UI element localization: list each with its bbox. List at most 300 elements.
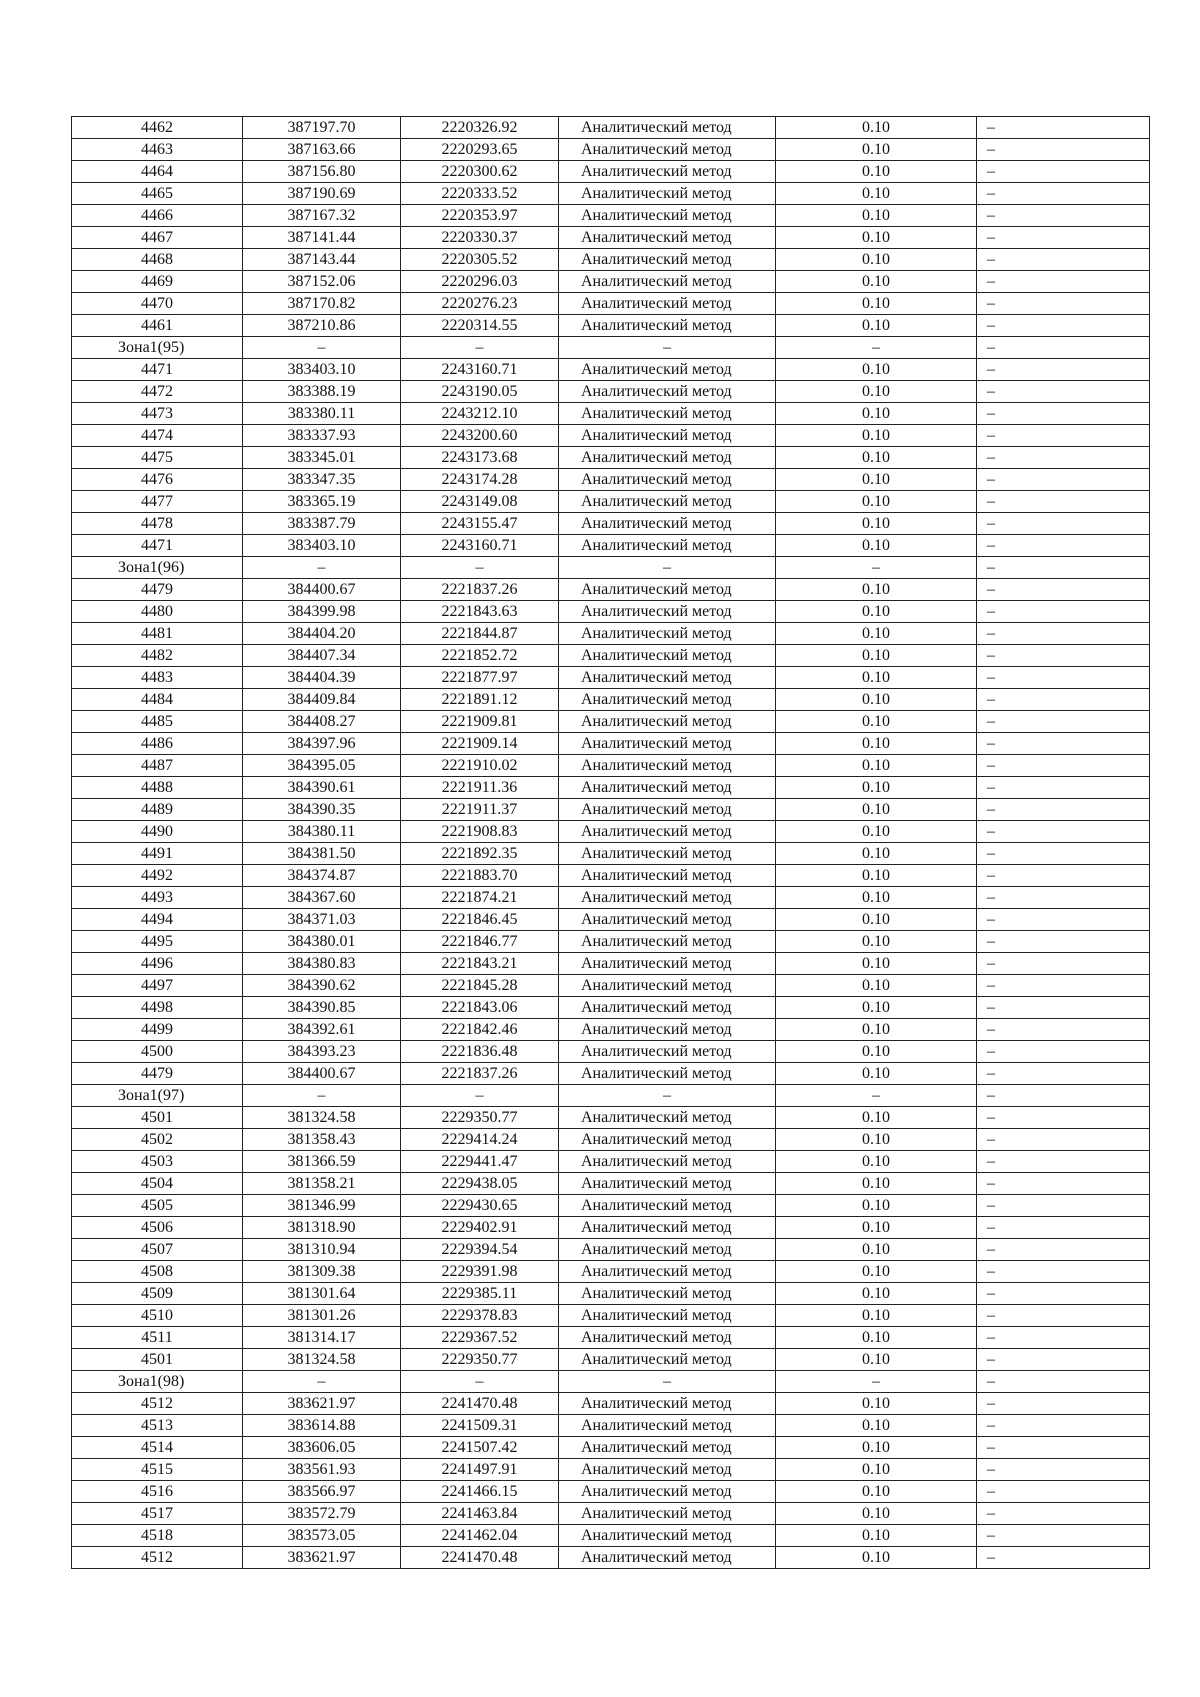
- table-row: [72, 667, 1150, 689]
- x-coordinate-cell: 387197.70: [243, 117, 401, 139]
- table-row: [72, 1129, 1150, 1151]
- table-row: [72, 1217, 1150, 1239]
- description-cell: –: [977, 117, 1150, 139]
- point-number-cell: 4514: [72, 1437, 243, 1459]
- table-row: [72, 403, 1150, 425]
- point-number-cell: 4506: [72, 1217, 243, 1239]
- point-number-cell: 4489: [72, 799, 243, 821]
- accuracy-cell: 0.10: [776, 535, 977, 557]
- x-coordinate-cell: 383403.10: [243, 535, 401, 557]
- x-coordinate-cell: 384400.67: [243, 579, 401, 601]
- table-row: [72, 821, 1150, 843]
- point-number-cell: 4477: [72, 491, 243, 513]
- method-cell: Аналитический метод: [559, 315, 776, 337]
- description-cell: –: [977, 535, 1150, 557]
- x-coordinate-cell: 384408.27: [243, 711, 401, 733]
- y-coordinate-cell: 2221891.12: [401, 689, 559, 711]
- table-row: [72, 733, 1150, 755]
- description-cell: –: [977, 1327, 1150, 1349]
- x-coordinate-cell: 383614.88: [243, 1415, 401, 1437]
- point-number-cell: 4478: [72, 513, 243, 535]
- method-cell: Аналитический метод: [559, 1063, 776, 1085]
- table-row: [72, 535, 1150, 557]
- y-coordinate-cell: 2221843.63: [401, 601, 559, 623]
- point-number-cell: 4494: [72, 909, 243, 931]
- zone-label-cell: Зона1(96): [72, 557, 243, 579]
- description-cell: –: [977, 1261, 1150, 1283]
- x-coordinate-cell: 384409.84: [243, 689, 401, 711]
- y-coordinate-cell: 2220276.23: [401, 293, 559, 315]
- point-number-cell: 4516: [72, 1481, 243, 1503]
- y-coordinate-cell: 2221909.14: [401, 733, 559, 755]
- point-number-cell: 4475: [72, 447, 243, 469]
- table-row: [72, 271, 1150, 293]
- table-row: [72, 1019, 1150, 1041]
- point-number-cell: 4511: [72, 1327, 243, 1349]
- table-row: [72, 1305, 1150, 1327]
- point-number-cell: 4465: [72, 183, 243, 205]
- point-number-cell: 4472: [72, 381, 243, 403]
- description-cell: –: [977, 1173, 1150, 1195]
- point-number-cell: 4462: [72, 117, 243, 139]
- x-coordinate-cell: –: [243, 1371, 401, 1393]
- x-coordinate-cell: 381366.59: [243, 1151, 401, 1173]
- method-cell: Аналитический метод: [559, 1327, 776, 1349]
- description-cell: –: [977, 667, 1150, 689]
- x-coordinate-cell: 384404.39: [243, 667, 401, 689]
- table-row: [72, 469, 1150, 491]
- method-cell: Аналитический метод: [559, 1239, 776, 1261]
- point-number-cell: 4466: [72, 205, 243, 227]
- y-coordinate-cell: 2229385.11: [401, 1283, 559, 1305]
- method-cell: Аналитический метод: [559, 535, 776, 557]
- point-number-cell: 4512: [72, 1393, 243, 1415]
- description-cell: –: [977, 513, 1150, 535]
- table-row: [72, 623, 1150, 645]
- table-row: [72, 865, 1150, 887]
- description-cell: –: [977, 1283, 1150, 1305]
- x-coordinate-cell: 383573.05: [243, 1525, 401, 1547]
- description-cell: –: [977, 557, 1150, 579]
- x-coordinate-cell: 384393.23: [243, 1041, 401, 1063]
- x-coordinate-cell: 381318.90: [243, 1217, 401, 1239]
- table-row: [72, 755, 1150, 777]
- method-cell: Аналитический метод: [559, 271, 776, 293]
- accuracy-cell: 0.10: [776, 711, 977, 733]
- description-cell: –: [977, 601, 1150, 623]
- point-number-cell: 4484: [72, 689, 243, 711]
- description-cell: –: [977, 997, 1150, 1019]
- x-coordinate-cell: 384380.01: [243, 931, 401, 953]
- accuracy-cell: 0.10: [776, 997, 977, 1019]
- table-row: [72, 1437, 1150, 1459]
- x-coordinate-cell: 383345.01: [243, 447, 401, 469]
- y-coordinate-cell: 2243155.47: [401, 513, 559, 535]
- y-coordinate-cell: 2241497.91: [401, 1459, 559, 1481]
- y-coordinate-cell: 2229350.77: [401, 1349, 559, 1371]
- x-coordinate-cell: 381346.99: [243, 1195, 401, 1217]
- accuracy-cell: 0.10: [776, 1481, 977, 1503]
- table-row: [72, 1261, 1150, 1283]
- accuracy-cell: 0.10: [776, 1547, 977, 1569]
- table-row: [72, 1525, 1150, 1547]
- description-cell: –: [977, 755, 1150, 777]
- method-cell: Аналитический метод: [559, 359, 776, 381]
- y-coordinate-cell: 2221844.87: [401, 623, 559, 645]
- method-cell: Аналитический метод: [559, 909, 776, 931]
- accuracy-cell: 0.10: [776, 117, 977, 139]
- y-coordinate-cell: 2229414.24: [401, 1129, 559, 1151]
- accuracy-cell: 0.10: [776, 425, 977, 447]
- method-cell: Аналитический метод: [559, 579, 776, 601]
- y-coordinate-cell: 2220353.97: [401, 205, 559, 227]
- x-coordinate-cell: 384390.35: [243, 799, 401, 821]
- method-cell: Аналитический метод: [559, 205, 776, 227]
- description-cell: –: [977, 249, 1150, 271]
- point-number-cell: 4503: [72, 1151, 243, 1173]
- y-coordinate-cell: 2241462.04: [401, 1525, 559, 1547]
- method-cell: Аналитический метод: [559, 403, 776, 425]
- x-coordinate-cell: 387143.44: [243, 249, 401, 271]
- accuracy-cell: 0.10: [776, 1239, 977, 1261]
- accuracy-cell: 0.10: [776, 469, 977, 491]
- description-cell: –: [977, 1393, 1150, 1415]
- method-cell: Аналитический метод: [559, 1217, 776, 1239]
- table-row: [72, 1195, 1150, 1217]
- description-cell: –: [977, 469, 1150, 491]
- point-number-cell: 4470: [72, 293, 243, 315]
- method-cell: –: [559, 337, 776, 359]
- table-row: [72, 183, 1150, 205]
- accuracy-cell: 0.10: [776, 183, 977, 205]
- x-coordinate-cell: 383347.35: [243, 469, 401, 491]
- y-coordinate-cell: 2220293.65: [401, 139, 559, 161]
- table-row: [72, 689, 1150, 711]
- accuracy-cell: 0.10: [776, 799, 977, 821]
- description-cell: –: [977, 1129, 1150, 1151]
- point-number-cell: 4490: [72, 821, 243, 843]
- method-cell: Аналитический метод: [559, 117, 776, 139]
- y-coordinate-cell: 2221852.72: [401, 645, 559, 667]
- x-coordinate-cell: 387167.32: [243, 205, 401, 227]
- y-coordinate-cell: 2221910.02: [401, 755, 559, 777]
- method-cell: Аналитический метод: [559, 1107, 776, 1129]
- point-number-cell: 4501: [72, 1349, 243, 1371]
- y-coordinate-cell: 2243160.71: [401, 535, 559, 557]
- x-coordinate-cell: 384390.62: [243, 975, 401, 997]
- method-cell: –: [559, 557, 776, 579]
- point-number-cell: 4485: [72, 711, 243, 733]
- method-cell: Аналитический метод: [559, 1173, 776, 1195]
- description-cell: –: [977, 1459, 1150, 1481]
- method-cell: Аналитический метод: [559, 887, 776, 909]
- x-coordinate-cell: 383365.19: [243, 491, 401, 513]
- y-coordinate-cell: 2220326.92: [401, 117, 559, 139]
- coordinates-table-body: [72, 117, 1150, 1569]
- x-coordinate-cell: 384374.87: [243, 865, 401, 887]
- accuracy-cell: 0.10: [776, 887, 977, 909]
- x-coordinate-cell: 384392.61: [243, 1019, 401, 1041]
- method-cell: –: [559, 1371, 776, 1393]
- table-row: [72, 1327, 1150, 1349]
- y-coordinate-cell: 2220330.37: [401, 227, 559, 249]
- method-cell: Аналитический метод: [559, 975, 776, 997]
- method-cell: Аналитический метод: [559, 997, 776, 1019]
- method-cell: Аналитический метод: [559, 1547, 776, 1569]
- accuracy-cell: 0.10: [776, 249, 977, 271]
- y-coordinate-cell: 2229350.77: [401, 1107, 559, 1129]
- table-row: [72, 491, 1150, 513]
- accuracy-cell: –: [776, 1085, 977, 1107]
- accuracy-cell: 0.10: [776, 359, 977, 381]
- description-cell: –: [977, 1415, 1150, 1437]
- description-cell: –: [977, 447, 1150, 469]
- x-coordinate-cell: 381358.43: [243, 1129, 401, 1151]
- table-row: [72, 799, 1150, 821]
- method-cell: Аналитический метод: [559, 931, 776, 953]
- x-coordinate-cell: 387190.69: [243, 183, 401, 205]
- point-number-cell: 4505: [72, 1195, 243, 1217]
- point-number-cell: 4464: [72, 161, 243, 183]
- x-coordinate-cell: 383621.97: [243, 1547, 401, 1569]
- description-cell: –: [977, 491, 1150, 513]
- point-number-cell: 4508: [72, 1261, 243, 1283]
- x-coordinate-cell: 381314.17: [243, 1327, 401, 1349]
- description-cell: –: [977, 865, 1150, 887]
- accuracy-cell: 0.10: [776, 1195, 977, 1217]
- y-coordinate-cell: 2229438.05: [401, 1173, 559, 1195]
- table-row: [72, 1547, 1150, 1569]
- point-number-cell: 4481: [72, 623, 243, 645]
- point-number-cell: 4510: [72, 1305, 243, 1327]
- accuracy-cell: 0.10: [776, 909, 977, 931]
- description-cell: –: [977, 645, 1150, 667]
- y-coordinate-cell: 2220333.52: [401, 183, 559, 205]
- point-number-cell: 4495: [72, 931, 243, 953]
- description-cell: –: [977, 909, 1150, 931]
- accuracy-cell: 0.10: [776, 293, 977, 315]
- description-cell: –: [977, 425, 1150, 447]
- y-coordinate-cell: 2243173.68: [401, 447, 559, 469]
- y-coordinate-cell: 2243160.71: [401, 359, 559, 381]
- accuracy-cell: 0.10: [776, 821, 977, 843]
- description-cell: –: [977, 953, 1150, 975]
- table-row: [72, 1041, 1150, 1063]
- description-cell: –: [977, 689, 1150, 711]
- description-cell: –: [977, 293, 1150, 315]
- accuracy-cell: 0.10: [776, 1107, 977, 1129]
- y-coordinate-cell: 2241507.42: [401, 1437, 559, 1459]
- accuracy-cell: 0.10: [776, 1437, 977, 1459]
- description-cell: –: [977, 931, 1150, 953]
- x-coordinate-cell: –: [243, 557, 401, 579]
- accuracy-cell: 0.10: [776, 601, 977, 623]
- y-coordinate-cell: 2229391.98: [401, 1261, 559, 1283]
- description-cell: –: [977, 359, 1150, 381]
- table-row: [72, 1283, 1150, 1305]
- accuracy-cell: 0.10: [776, 1393, 977, 1415]
- y-coordinate-cell: 2241470.48: [401, 1393, 559, 1415]
- table-row: [72, 139, 1150, 161]
- table-row: [72, 645, 1150, 667]
- point-number-cell: 4518: [72, 1525, 243, 1547]
- x-coordinate-cell: 387152.06: [243, 271, 401, 293]
- y-coordinate-cell: 2241509.31: [401, 1415, 559, 1437]
- zone-header-row: [72, 1371, 1150, 1393]
- description-cell: –: [977, 777, 1150, 799]
- y-coordinate-cell: 2241470.48: [401, 1547, 559, 1569]
- description-cell: –: [977, 843, 1150, 865]
- method-cell: Аналитический метод: [559, 645, 776, 667]
- description-cell: –: [977, 579, 1150, 601]
- accuracy-cell: –: [776, 1371, 977, 1393]
- method-cell: Аналитический метод: [559, 755, 776, 777]
- method-cell: Аналитический метод: [559, 689, 776, 711]
- y-coordinate-cell: –: [401, 337, 559, 359]
- method-cell: Аналитический метод: [559, 1283, 776, 1305]
- y-coordinate-cell: 2221909.81: [401, 711, 559, 733]
- x-coordinate-cell: 383387.79: [243, 513, 401, 535]
- description-cell: –: [977, 1063, 1150, 1085]
- point-number-cell: 4500: [72, 1041, 243, 1063]
- y-coordinate-cell: 2221845.28: [401, 975, 559, 997]
- method-cell: Аналитический метод: [559, 1393, 776, 1415]
- table-row: [72, 205, 1150, 227]
- x-coordinate-cell: 384395.05: [243, 755, 401, 777]
- point-number-cell: 4469: [72, 271, 243, 293]
- table-row: [72, 1107, 1150, 1129]
- accuracy-cell: 0.10: [776, 1525, 977, 1547]
- y-coordinate-cell: 2220305.52: [401, 249, 559, 271]
- y-coordinate-cell: 2221842.46: [401, 1019, 559, 1041]
- method-cell: Аналитический метод: [559, 1019, 776, 1041]
- accuracy-cell: 0.10: [776, 1459, 977, 1481]
- method-cell: Аналитический метод: [559, 799, 776, 821]
- table-row: [72, 1173, 1150, 1195]
- description-cell: –: [977, 161, 1150, 183]
- x-coordinate-cell: 383566.97: [243, 1481, 401, 1503]
- x-coordinate-cell: 384371.03: [243, 909, 401, 931]
- method-cell: Аналитический метод: [559, 1503, 776, 1525]
- description-cell: –: [977, 1371, 1150, 1393]
- method-cell: Аналитический метод: [559, 447, 776, 469]
- method-cell: Аналитический метод: [559, 953, 776, 975]
- method-cell: Аналитический метод: [559, 1261, 776, 1283]
- description-cell: –: [977, 1151, 1150, 1173]
- table-row: [72, 513, 1150, 535]
- y-coordinate-cell: –: [401, 1085, 559, 1107]
- method-cell: Аналитический метод: [559, 249, 776, 271]
- y-coordinate-cell: 2220300.62: [401, 161, 559, 183]
- x-coordinate-cell: 384381.50: [243, 843, 401, 865]
- x-coordinate-cell: –: [243, 1085, 401, 1107]
- accuracy-cell: 0.10: [776, 1327, 977, 1349]
- x-coordinate-cell: 384397.96: [243, 733, 401, 755]
- accuracy-cell: 0.10: [776, 1261, 977, 1283]
- method-cell: –: [559, 1085, 776, 1107]
- x-coordinate-cell: 383561.93: [243, 1459, 401, 1481]
- point-number-cell: 4463: [72, 139, 243, 161]
- y-coordinate-cell: 2243149.08: [401, 491, 559, 513]
- accuracy-cell: –: [776, 557, 977, 579]
- method-cell: Аналитический метод: [559, 469, 776, 491]
- accuracy-cell: 0.10: [776, 1019, 977, 1041]
- table-row: [72, 997, 1150, 1019]
- description-cell: –: [977, 1481, 1150, 1503]
- point-number-cell: 4471: [72, 535, 243, 557]
- accuracy-cell: 0.10: [776, 381, 977, 403]
- method-cell: Аналитический метод: [559, 1305, 776, 1327]
- description-cell: –: [977, 271, 1150, 293]
- description-cell: –: [977, 711, 1150, 733]
- accuracy-cell: 0.10: [776, 227, 977, 249]
- accuracy-cell: 0.10: [776, 645, 977, 667]
- table-row: [72, 909, 1150, 931]
- x-coordinate-cell: 387210.86: [243, 315, 401, 337]
- x-coordinate-cell: 381324.58: [243, 1107, 401, 1129]
- point-number-cell: 4468: [72, 249, 243, 271]
- description-cell: –: [977, 1217, 1150, 1239]
- point-number-cell: 4496: [72, 953, 243, 975]
- point-number-cell: 4513: [72, 1415, 243, 1437]
- description-cell: –: [977, 205, 1150, 227]
- description-cell: –: [977, 1195, 1150, 1217]
- table-row: [72, 1239, 1150, 1261]
- x-coordinate-cell: 384380.83: [243, 953, 401, 975]
- point-number-cell: 4471: [72, 359, 243, 381]
- y-coordinate-cell: 2221846.45: [401, 909, 559, 931]
- accuracy-cell: 0.10: [776, 975, 977, 997]
- point-number-cell: 4501: [72, 1107, 243, 1129]
- accuracy-cell: 0.10: [776, 843, 977, 865]
- point-number-cell: 4492: [72, 865, 243, 887]
- table-row: [72, 293, 1150, 315]
- table-row: [72, 1349, 1150, 1371]
- point-number-cell: 4498: [72, 997, 243, 1019]
- description-cell: –: [977, 887, 1150, 909]
- table-row: [72, 425, 1150, 447]
- x-coordinate-cell: 384380.11: [243, 821, 401, 843]
- description-cell: –: [977, 1503, 1150, 1525]
- point-number-cell: 4488: [72, 777, 243, 799]
- table-row: [72, 315, 1150, 337]
- accuracy-cell: 0.10: [776, 491, 977, 513]
- accuracy-cell: 0.10: [776, 865, 977, 887]
- y-coordinate-cell: 2229367.52: [401, 1327, 559, 1349]
- x-coordinate-cell: –: [243, 337, 401, 359]
- description-cell: –: [977, 733, 1150, 755]
- description-cell: –: [977, 1437, 1150, 1459]
- method-cell: Аналитический метод: [559, 161, 776, 183]
- accuracy-cell: 0.10: [776, 1349, 977, 1371]
- zone-label-cell: Зона1(97): [72, 1085, 243, 1107]
- accuracy-cell: 0.10: [776, 271, 977, 293]
- x-coordinate-cell: 383572.79: [243, 1503, 401, 1525]
- method-cell: Аналитический метод: [559, 139, 776, 161]
- x-coordinate-cell: 383621.97: [243, 1393, 401, 1415]
- point-number-cell: 4493: [72, 887, 243, 909]
- method-cell: Аналитический метод: [559, 777, 776, 799]
- point-number-cell: 4474: [72, 425, 243, 447]
- x-coordinate-cell: 384400.67: [243, 1063, 401, 1085]
- x-coordinate-cell: 387163.66: [243, 139, 401, 161]
- coordinates-table: [71, 116, 1150, 1569]
- accuracy-cell: 0.10: [776, 623, 977, 645]
- description-cell: –: [977, 315, 1150, 337]
- table-row: [72, 1503, 1150, 1525]
- method-cell: Аналитический метод: [559, 711, 776, 733]
- point-number-cell: 4499: [72, 1019, 243, 1041]
